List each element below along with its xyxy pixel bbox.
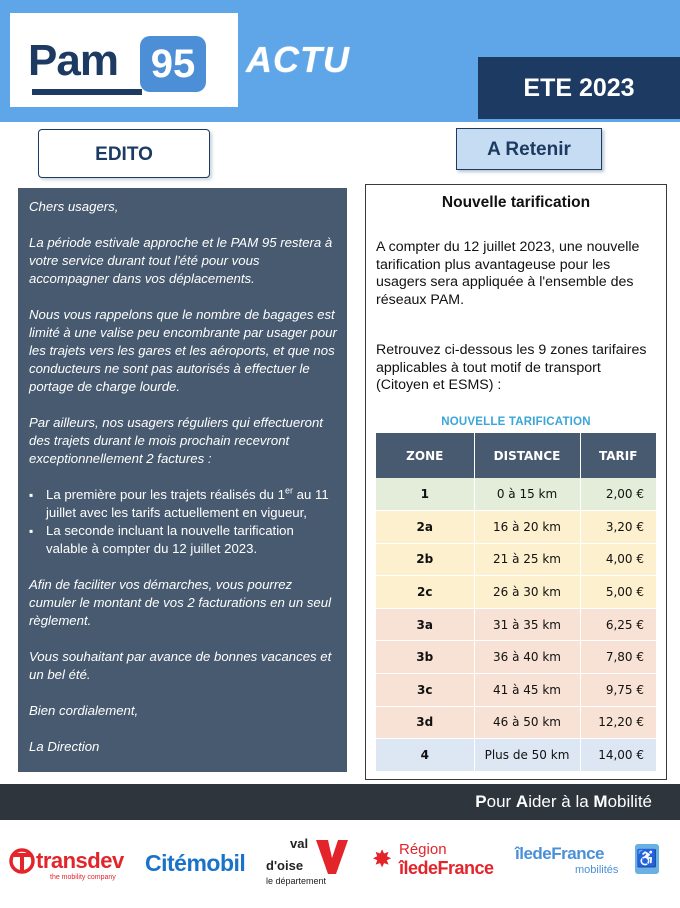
- tarif-cell: 14,00 €: [580, 739, 656, 772]
- table-row: [376, 706, 656, 739]
- retenir-paragraph: A compter du 12 juillet 2023, une nouvelle tarification plus avantageuse pour les usagers sera appliquée à l'ensemble des réseaux PAM.: [376, 239, 640, 308]
- edito-bullet-list: [29, 486, 337, 558]
- tarif-cell: 3,20 €: [580, 511, 656, 544]
- retenir-panel: [365, 184, 667, 780]
- zone-cell: 2a: [376, 511, 474, 544]
- zone-cell: 2b: [376, 543, 474, 576]
- tarif-cell: 4,00 €: [580, 543, 656, 576]
- bullet-text: au 11 juillet avec les tarifs actuellement en vigueur,: [46, 487, 329, 520]
- pam95-logo: [10, 13, 238, 107]
- column-header-tarif: TARIF: [580, 433, 656, 478]
- header-banner: [0, 0, 680, 122]
- citemobil-logo: Citémobil: [145, 850, 246, 876]
- edito-paragraph: La période estivale approche et le PAM 95 restera à votre service durant tout l'été pour vous accompagner dans vos déplacements.: [29, 235, 333, 286]
- valdoise-subtitle: le département: [266, 876, 327, 886]
- tarif-cell: 12,20 €: [580, 706, 656, 739]
- table-row: [376, 543, 656, 576]
- logo-word: Pam: [28, 36, 118, 85]
- edito-closing: Bien cordialement,: [29, 703, 139, 718]
- valdoise-text: val: [290, 836, 309, 851]
- slogan-initial: M: [593, 792, 608, 811]
- tarif-cell: 2,00 €: [580, 478, 656, 511]
- edito-bullet: ▪ La seconde incluant la nouvelle tarification valable à compter du 12 juillet 2023.: [29, 522, 337, 558]
- footer-bar: [0, 784, 680, 820]
- tarif-cell: 7,80 €: [580, 641, 656, 674]
- table-row: [376, 739, 656, 772]
- table-row: [376, 641, 656, 674]
- tarif-table-title: NOUVELLE TARIFICATION: [441, 416, 591, 428]
- column-header-distance: DISTANCE: [474, 433, 580, 478]
- idfm-person-icon: ♿: [635, 844, 659, 874]
- transdev-mark-icon: [8, 846, 36, 876]
- bullet-superscript: er: [284, 485, 293, 496]
- transdev-tagline: the mobility company: [50, 874, 116, 881]
- region-label: Région: [399, 841, 447, 858]
- distance-cell: 31 à 35 km: [474, 608, 580, 641]
- edito-paragraph: Par ailleurs, nos usagers réguliers qui effectueront des trajets durant le mois prochain recevront exceptionnellement 2 factures :: [29, 415, 323, 466]
- table-row: [376, 478, 656, 511]
- edito-panel: [18, 188, 347, 772]
- bullet-text: La première pour les trajets réalisés du 1: [46, 487, 285, 502]
- distance-cell: 16 à 20 km: [474, 511, 580, 544]
- table-row: [376, 674, 656, 707]
- valdoise-text: d'oise: [266, 858, 304, 873]
- tarif-table: [376, 433, 656, 772]
- distance-cell: 26 à 30 km: [474, 576, 580, 609]
- distance-cell: 36 à 40 km: [474, 641, 580, 674]
- zone-cell: 2c: [376, 576, 474, 609]
- idfm-name: îledeFrance: [515, 844, 604, 863]
- idfm-subtitle: mobilités: [575, 864, 619, 876]
- retenir-paragraph: Retrouvez ci-dessous les 9 zones tarifaires applicables à tout motif de transport (Citoyen et ESMS) :: [376, 342, 647, 394]
- slogan-text: obilité: [607, 792, 652, 811]
- valdoise-logo: [262, 834, 352, 894]
- edito-paragraph: Afin de faciliter vos démarches, vous pourrez cumuler le montant de vos 2 facturations en un seul règlement.: [29, 577, 332, 628]
- partner-logos: [0, 826, 680, 908]
- footer-slogan: [475, 791, 652, 813]
- slogan-initial: P: [475, 792, 487, 811]
- edito-paragraph: Vous souhaitant par avance de bonnes vacances et un bel été.: [29, 649, 332, 682]
- zone-cell: 3b: [376, 641, 474, 674]
- retenir-title: Nouvelle tarification: [441, 194, 591, 211]
- edito-bullet: [29, 486, 337, 522]
- zone-cell: 3a: [376, 608, 474, 641]
- column-header-zone: ZONE: [376, 433, 474, 478]
- distance-cell: 46 à 50 km: [474, 706, 580, 739]
- table-header-row: [376, 433, 656, 478]
- tarif-cell: 6,25 €: [580, 608, 656, 641]
- distance-cell: 21 à 25 km: [474, 543, 580, 576]
- tarif-cell: 5,00 €: [580, 576, 656, 609]
- table-row: [376, 576, 656, 609]
- region-name: îledeFrance: [399, 858, 494, 878]
- region-star-icon: ✸: [372, 846, 393, 873]
- tarif-table-body: [376, 478, 656, 771]
- tarif-cell: 9,75 €: [580, 674, 656, 707]
- edito-signature: La Direction: [29, 739, 100, 754]
- table-row: [376, 608, 656, 641]
- retenir-heading: A Retenir: [456, 128, 602, 170]
- season-label: ETE 2023: [478, 57, 680, 119]
- table-row: [376, 511, 656, 544]
- zone-cell: 1: [376, 478, 474, 511]
- valdoise-v-icon: [314, 836, 350, 876]
- slogan-text: ider à la: [528, 792, 594, 811]
- zone-cell: 3c: [376, 674, 474, 707]
- distance-cell: Plus de 50 km: [474, 739, 580, 772]
- logo-number-badge: 95: [140, 36, 206, 92]
- zone-cell: 4: [376, 739, 474, 772]
- transdev-name: transdev: [36, 848, 124, 873]
- logo-underline: [32, 89, 142, 95]
- slogan-text: our: [486, 792, 516, 811]
- edito-greeting: Chers usagers,: [29, 199, 119, 214]
- distance-cell: 0 à 15 km: [474, 478, 580, 511]
- slogan-initial: A: [515, 792, 529, 811]
- zone-cell: 3d: [376, 706, 474, 739]
- distance-cell: 41 à 45 km: [474, 674, 580, 707]
- section-title-actu: ACTU: [246, 39, 350, 80]
- edito-paragraph: Nous vous rappelons que le nombre de bagages est limité à une valise peu encombrante par usager pour les trajets vers les gares et les aéroports, et que nos conducteurs ne sont pas autorisés à effectuer le portage de charge lourde.: [29, 307, 337, 394]
- edito-heading: EDITO: [38, 129, 210, 178]
